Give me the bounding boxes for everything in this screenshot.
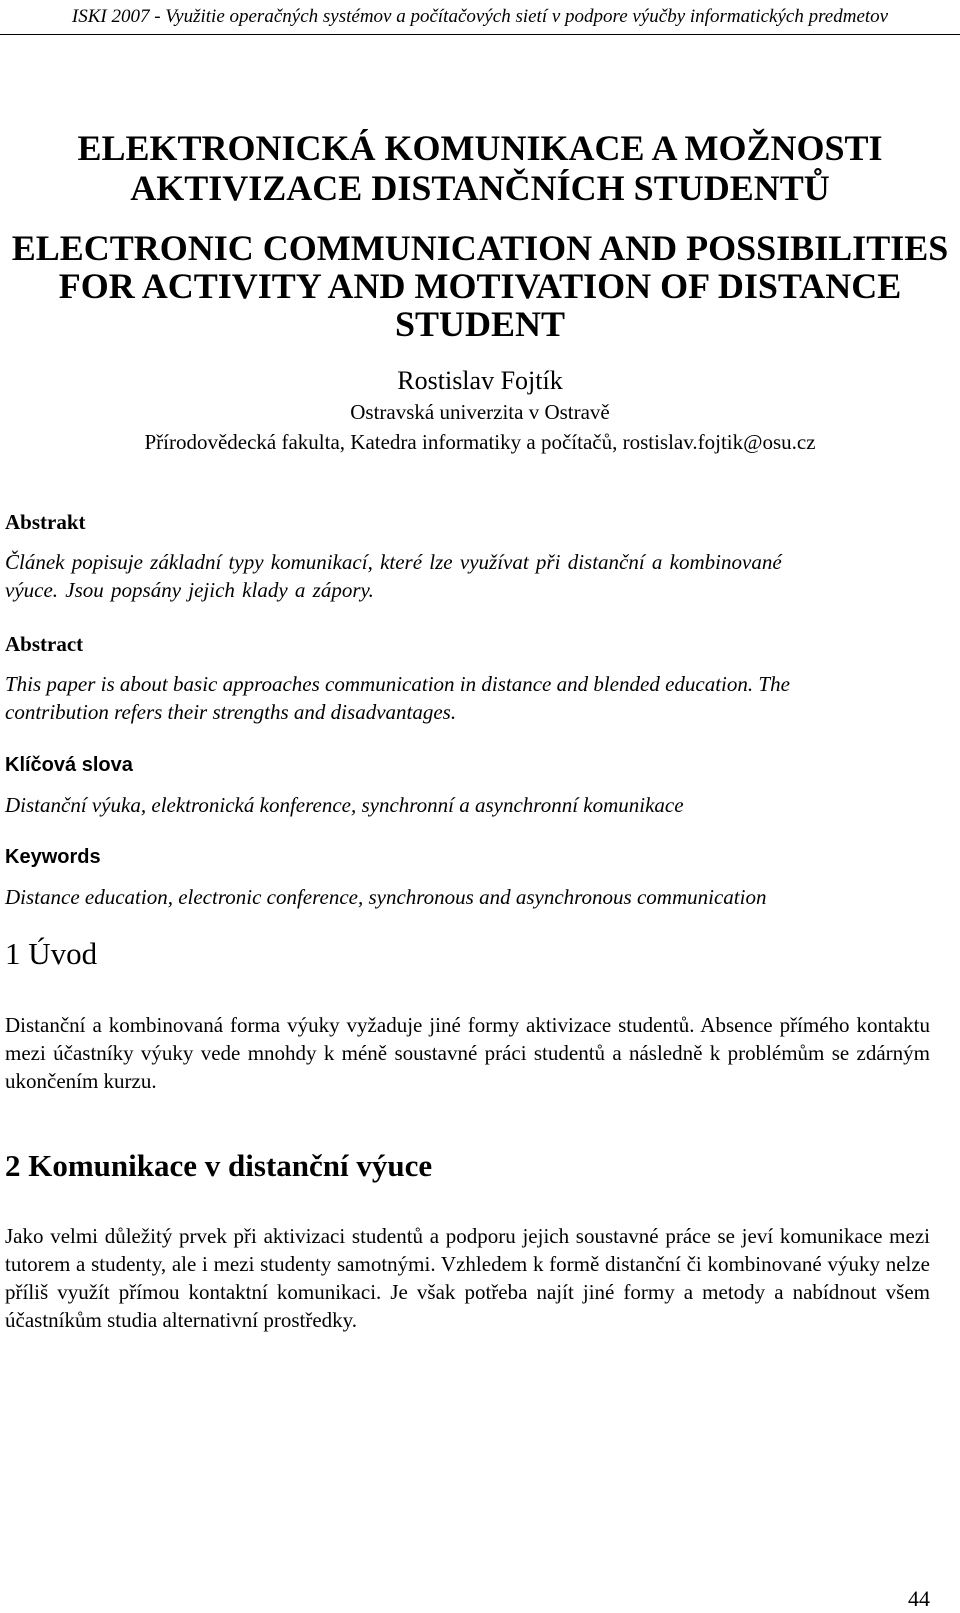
abstrakt-label: Abstrakt: [5, 510, 86, 534]
title-en-line1: ELECTRONIC COMMUNICATION AND POSSIBILITIES: [11, 228, 949, 268]
section1-heading: 1 Úvod: [5, 936, 98, 971]
abstract-line2: contribution refers their strengths and disadvantages.: [5, 700, 457, 724]
page-number: 44: [908, 1586, 930, 1611]
abstract-label: Abstract: [5, 632, 84, 656]
author-department: Přírodovědecká fakulta, Katedra informatiky a počítačů, rostislav.fojtik@osu.cz: [144, 430, 816, 454]
abstrakt-line1: Článek popisuje základní typy komunikací, které lze využívat při distanční a kombinované: [5, 550, 782, 574]
klicova-slova-label: Klíčová slova: [5, 754, 133, 776]
title-en-line3: STUDENT: [394, 304, 566, 344]
section2-text: Jako velmi důležitý prvek při aktivizaci studentů a podporu jejich soustavné práce se jeví komunikace mezi tutorem a studenty, ale i mezi studenty samotnými. Vzhledem k formě distanční či kombinované výuky nelze příliš využít přímou kontaktní komunikaci. Je však potřeba najít jiné formy a metody a nabídnout všem účastníkům studia alternativní prostředky.: [5, 1224, 930, 1332]
title-cz-line2: AKTIVIZACE DISTANČNÍCH STUDENTŮ: [130, 168, 830, 208]
keywords-text: Distance education, electronic conference, synchronous and asynchronous communication: [5, 885, 767, 909]
running-header: ISKI 2007 - Využitie operačných systémov a počítačových sietí v podpore výučby informatických predmetov: [0, 0, 960, 35]
title-cz-line1: ELEKTRONICKÁ KOMUNIKACE A MOŽNOSTI: [77, 128, 883, 168]
klicova-slova-text: Distanční výuka, elektronická konference, synchronní a asynchronní komunikace: [5, 793, 684, 817]
abstrakt-line2: výuce. Jsou popsány jejich klady a zápory.: [5, 578, 374, 602]
section1-text: Distanční a kombinovaná forma výuky vyžaduje jiné formy aktivizace studentů. Absence přímého kontaktu mezi účastníky výuky vede mnohdy k méně soustavné práci studentů a následně k problémům se zdárným ukončením kurzu.: [5, 1013, 930, 1093]
abstract-line1: This paper is about basic approaches communication in distance and blended education. The: [5, 672, 790, 696]
keywords-label: Keywords: [5, 846, 101, 868]
author-university: Ostravská univerzita v Ostravě: [350, 400, 610, 424]
author-name: Rostislav Fojtík: [397, 366, 563, 395]
section2-heading: 2 Komunikace v distanční výuce: [5, 1148, 433, 1183]
title-en-line2: FOR ACTIVITY AND MOTIVATION OF DISTANCE: [58, 266, 902, 306]
